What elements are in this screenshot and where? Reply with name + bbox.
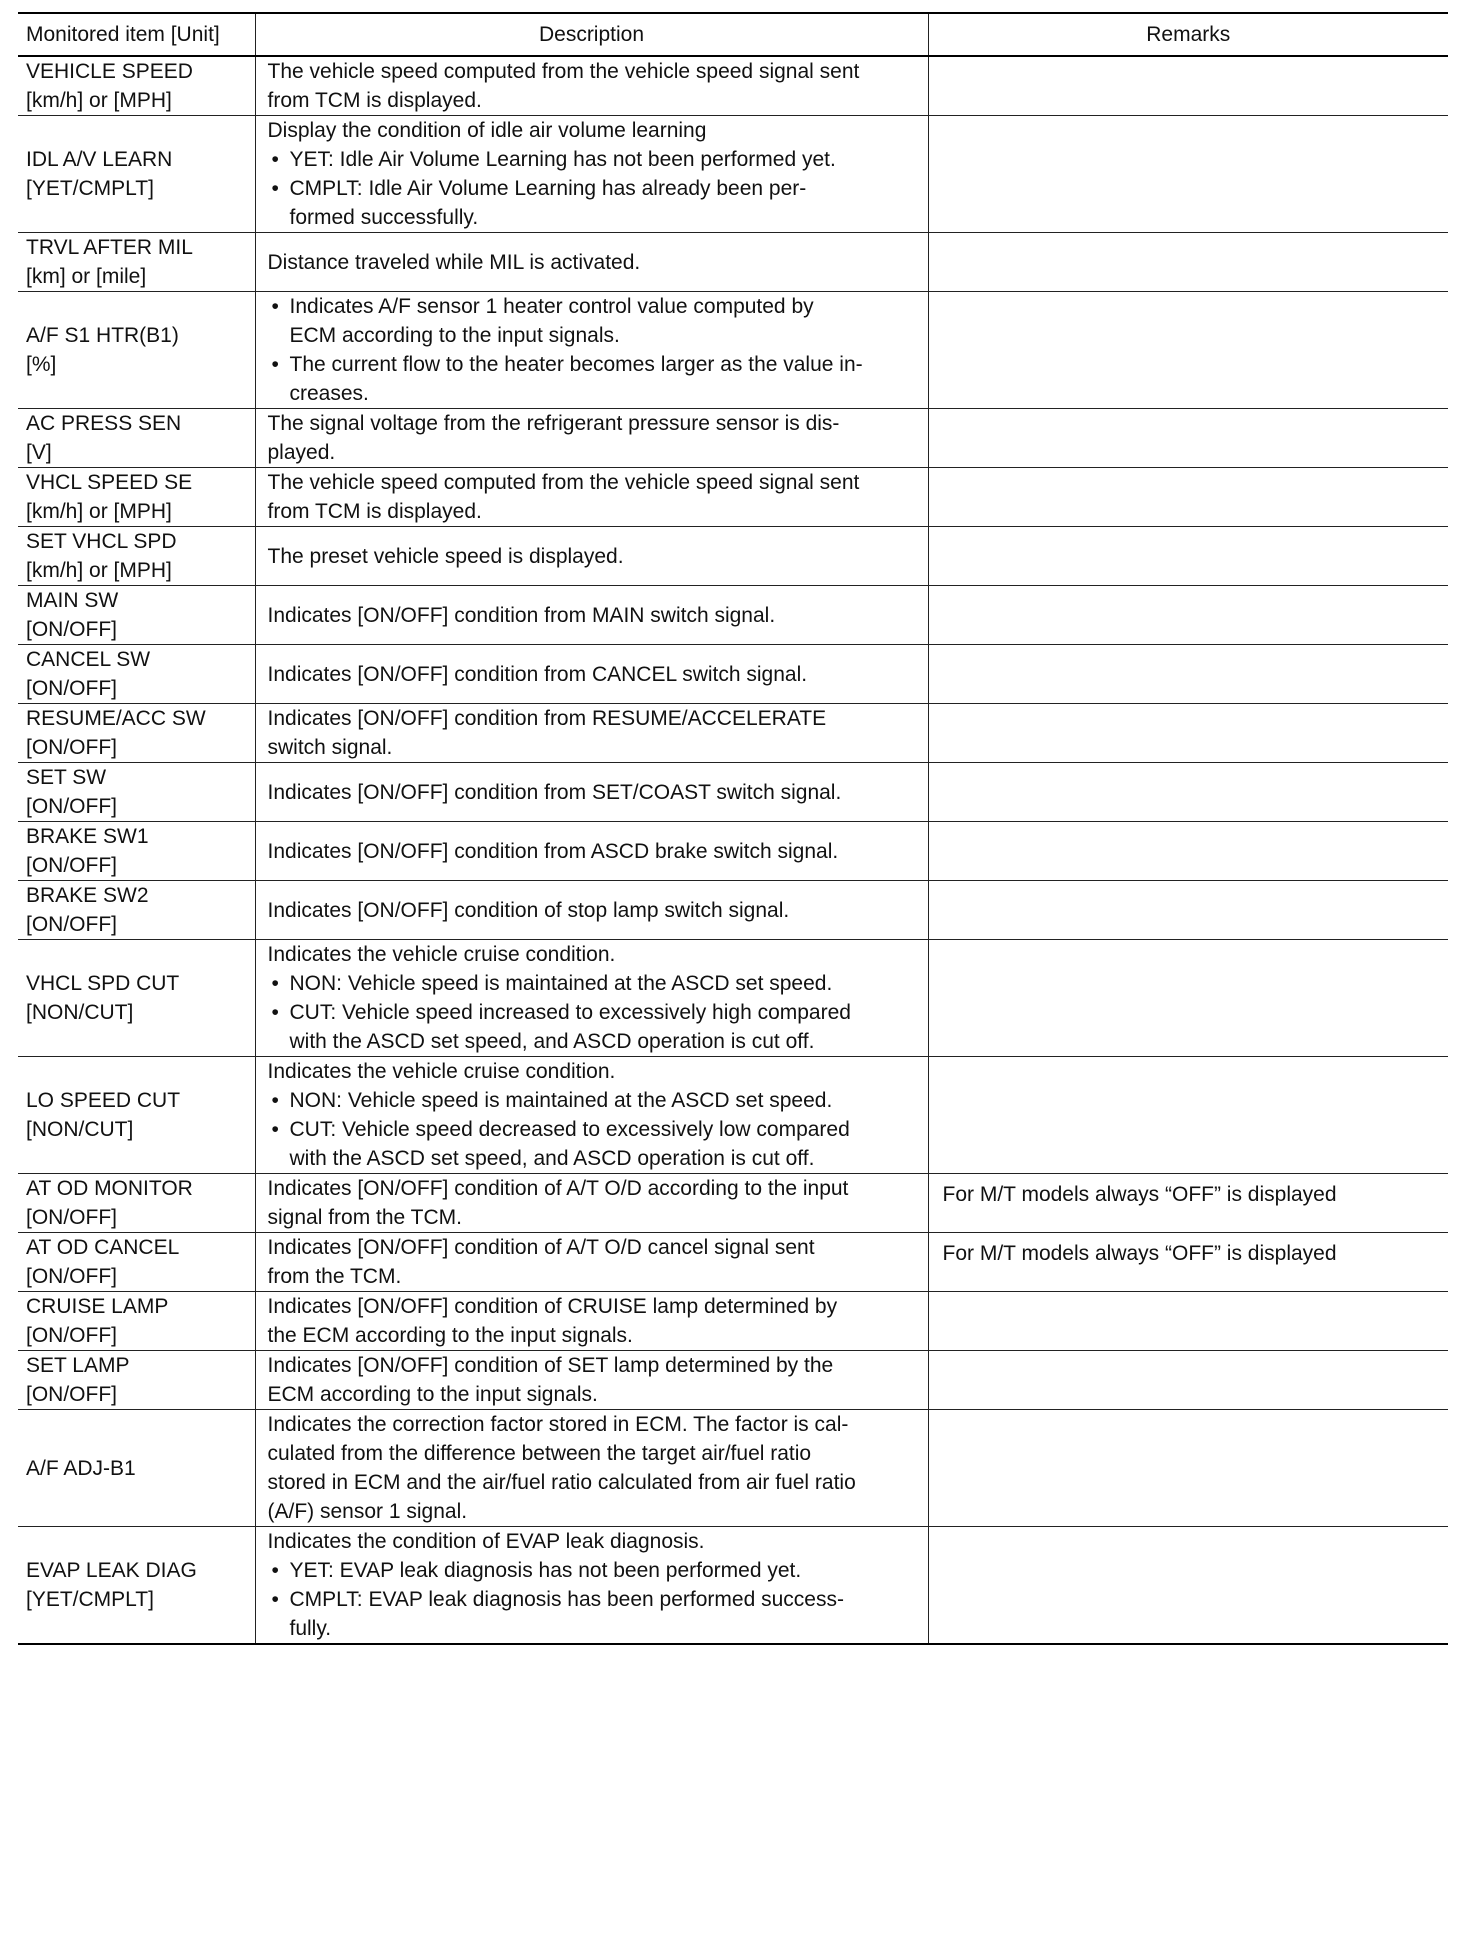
remarks-cell (928, 586, 1448, 645)
description-cell (255, 527, 928, 586)
monitored-item-cell (18, 468, 255, 527)
description-line: Indicates [ON/OFF] condition of A/T O/D according to the input (267, 1177, 849, 1200)
item-name: AT OD MONITOR (26, 1177, 193, 1200)
item-unit: [ON/OFF] (26, 677, 117, 700)
monitored-item-cell (18, 292, 255, 409)
item-name: MAIN SW (26, 589, 119, 612)
description-cell (255, 586, 928, 645)
item-unit: [km] or [mile] (26, 265, 147, 288)
remarks-cell (928, 1410, 1448, 1527)
monitored-item-cell (18, 1057, 255, 1174)
header-description: Description (255, 13, 928, 56)
table-row (18, 645, 1448, 704)
remarks-cell: For M/T models always “OFF” is displayed (928, 1174, 1448, 1233)
remarks-cell (928, 527, 1448, 586)
remarks-cell (928, 1351, 1448, 1410)
description-cell (255, 1527, 928, 1645)
description-line: Indicates the vehicle cruise condition. (267, 1060, 616, 1083)
table-row (18, 1233, 1448, 1292)
bullet-line: formed successfully. (289, 206, 479, 229)
description-line: Indicates [ON/OFF] condition from CANCEL switch signal. (267, 662, 808, 686)
item-name: VEHICLE SPEED (26, 60, 193, 83)
table-row (18, 704, 1448, 763)
monitored-item-cell (18, 233, 255, 292)
description-line: stored in ECM and the air/fuel ratio calculated from air fuel ratio (267, 1471, 856, 1494)
item-name: LO SPEED CUT (26, 1089, 181, 1112)
description-line: The signal voltage from the refrigerant pressure sensor is dis- (267, 412, 840, 435)
monitored-item-cell (18, 645, 255, 704)
remarks-cell (928, 1527, 1448, 1645)
description-cell (255, 881, 928, 940)
item-unit: [ON/OFF] (26, 1265, 117, 1288)
item-unit: [ON/OFF] (26, 913, 117, 936)
item-name: CANCEL SW (26, 648, 151, 671)
monitored-item-cell (18, 940, 255, 1057)
remarks-cell (928, 116, 1448, 233)
bullet-line: • CUT: Vehicle speed decreased to excessively low compared (289, 1118, 850, 1141)
bullet-line: • NON: Vehicle speed is maintained at the ASCD set speed. (289, 972, 833, 995)
description-bullet (268, 1086, 920, 1115)
bullet-line: • The current flow to the heater becomes larger as the value in- (289, 353, 863, 376)
table-row (18, 116, 1448, 233)
table-row (18, 1351, 1448, 1410)
remarks-cell (928, 940, 1448, 1057)
remarks-cell (928, 645, 1448, 704)
item-unit: [ON/OFF] (26, 736, 117, 759)
monitored-item-cell (18, 763, 255, 822)
monitored-item-cell (18, 1410, 255, 1527)
bullet-line: with the ASCD set speed, and ASCD operation is cut off. (289, 1147, 815, 1170)
description-bullet (268, 1556, 920, 1585)
monitored-item-cell (18, 527, 255, 586)
table-row (18, 1057, 1448, 1174)
item-name: VHCL SPEED SE (26, 471, 193, 494)
item-unit: [NON/CUT] (26, 1001, 134, 1024)
bullet-line: with the ASCD set speed, and ASCD operation is cut off. (289, 1030, 815, 1053)
table-row (18, 292, 1448, 409)
table-row (18, 468, 1448, 527)
description-cell (255, 1174, 928, 1233)
item-unit: [km/h] or [MPH] (26, 89, 172, 112)
table-row (18, 233, 1448, 292)
description-line: the ECM according to the input signals. (267, 1324, 633, 1347)
header-remarks: Remarks (928, 13, 1448, 56)
table-row (18, 1410, 1448, 1527)
item-unit: [V] (26, 441, 52, 464)
table-row (18, 409, 1448, 468)
description-line: from TCM is displayed. (267, 89, 482, 112)
item-unit: [ON/OFF] (26, 854, 117, 877)
description-line: Indicates [ON/OFF] condition from ASCD brake switch signal. (267, 839, 839, 863)
table-row (18, 940, 1448, 1057)
table-row (18, 1527, 1448, 1645)
description-line: ECM according to the input signals. (267, 1383, 598, 1406)
description-bullet (268, 1585, 920, 1643)
monitored-item-cell (18, 116, 255, 233)
item-name: TRVL AFTER MIL (26, 236, 193, 259)
description-cell (255, 233, 928, 292)
table-row (18, 881, 1448, 940)
description-line: Display the condition of idle air volume learning (267, 119, 707, 142)
description-line: switch signal. (267, 736, 393, 759)
description-line: Indicates [ON/OFF] condition of CRUISE lamp determined by (267, 1295, 838, 1318)
description-line: The preset vehicle speed is displayed. (267, 544, 624, 568)
table-row (18, 586, 1448, 645)
monitored-item-cell (18, 881, 255, 940)
monitored-item-cell (18, 1292, 255, 1351)
description-cell (255, 763, 928, 822)
description-line: Indicates [ON/OFF] condition from RESUME/ACCELERATE (267, 707, 827, 730)
description-cell (255, 468, 928, 527)
item-unit: [%] (26, 353, 57, 376)
item-name: CRUISE LAMP (26, 1295, 169, 1318)
item-name: AC PRESS SEN (26, 412, 182, 435)
monitored-item-cell (18, 704, 255, 763)
remarks-cell (928, 233, 1448, 292)
item-name: EVAP LEAK DIAG (26, 1559, 197, 1582)
remarks-cell (928, 468, 1448, 527)
monitored-items-table (18, 12, 1448, 1645)
item-name: IDL A/V LEARN (26, 148, 173, 171)
description-line: Indicates the condition of EVAP leak diagnosis. (267, 1530, 705, 1553)
table-row (18, 1174, 1448, 1233)
monitored-item-cell (18, 1351, 255, 1410)
monitored-item-cell (18, 1233, 255, 1292)
remarks-cell (928, 704, 1448, 763)
table-row (18, 56, 1448, 116)
table-row (18, 1292, 1448, 1351)
description-bullet (268, 292, 920, 350)
description-cell (255, 1410, 928, 1527)
description-cell (255, 1292, 928, 1351)
item-unit: [km/h] or [MPH] (26, 500, 172, 523)
item-unit: [km/h] or [MPH] (26, 559, 172, 582)
description-cell (255, 822, 928, 881)
bullet-line: • YET: Idle Air Volume Learning has not been performed yet. (289, 148, 836, 171)
description-line: signal from the TCM. (267, 1206, 463, 1229)
item-name: SET SW (26, 766, 107, 789)
monitored-item-cell (18, 822, 255, 881)
description-line: Indicates [ON/OFF] condition of A/T O/D cancel signal sent (267, 1236, 815, 1259)
bullet-line: • CMPLT: Idle Air Volume Learning has already been per- (289, 177, 807, 200)
table-row (18, 527, 1448, 586)
remarks-cell (928, 292, 1448, 409)
bullet-line: • YET: EVAP leak diagnosis has not been performed yet. (289, 1559, 802, 1582)
remarks-cell (928, 822, 1448, 881)
description-line: played. (267, 441, 336, 464)
bullet-line: creases. (289, 382, 369, 405)
item-unit: [YET/CMPLT] (26, 1588, 154, 1611)
item-unit: [YET/CMPLT] (26, 177, 154, 200)
description-bullet (268, 998, 920, 1056)
description-cell (255, 1233, 928, 1292)
description-line: (A/F) sensor 1 signal. (267, 1500, 468, 1523)
description-cell (255, 645, 928, 704)
description-bullet (268, 350, 920, 408)
bullet-line: ECM according to the input signals. (289, 324, 620, 347)
remarks-cell (928, 409, 1448, 468)
item-name: A/F S1 HTR(B1) (26, 324, 179, 347)
monitored-item-cell (18, 56, 255, 116)
description-line: Distance traveled while MIL is activated. (267, 250, 641, 274)
remarks-cell (928, 881, 1448, 940)
monitored-item-cell (18, 586, 255, 645)
description-bullet (268, 1115, 920, 1173)
table-row (18, 763, 1448, 822)
item-name: A/F ADJ-B1 (26, 1456, 136, 1480)
description-bullet (268, 174, 920, 232)
item-unit: [ON/OFF] (26, 618, 117, 641)
item-name: SET LAMP (26, 1354, 130, 1377)
monitored-item-cell (18, 1174, 255, 1233)
description-line: from TCM is displayed. (267, 500, 482, 523)
description-cell (255, 704, 928, 763)
item-name: BRAKE SW2 (26, 884, 149, 907)
description-bullet (268, 969, 920, 998)
monitored-item-cell (18, 409, 255, 468)
description-line: The vehicle speed computed from the vehicle speed signal sent (267, 471, 860, 494)
description-line: culated from the difference between the target air/fuel ratio (267, 1442, 812, 1465)
item-name: VHCL SPD CUT (26, 972, 180, 995)
description-line: Indicates the vehicle cruise condition. (267, 943, 616, 966)
table-body (18, 56, 1448, 1644)
table-header-row (18, 13, 1448, 56)
remarks-cell (928, 1292, 1448, 1351)
item-unit: [ON/OFF] (26, 795, 117, 818)
item-unit: [ON/OFF] (26, 1383, 117, 1406)
description-line: Indicates [ON/OFF] condition from SET/COAST switch signal. (267, 780, 842, 804)
description-bullet (268, 145, 920, 174)
bullet-line: • CMPLT: EVAP leak diagnosis has been performed success- (289, 1588, 844, 1611)
bullet-line: fully. (289, 1617, 332, 1640)
description-cell (255, 940, 928, 1057)
description-line: Indicates the correction factor stored in ECM. The factor is cal- (267, 1413, 849, 1436)
remarks-cell (928, 1057, 1448, 1174)
remarks-cell (928, 56, 1448, 116)
bullet-line: • CUT: Vehicle speed increased to excessively high compared (289, 1001, 851, 1024)
item-name: AT OD CANCEL (26, 1236, 180, 1259)
item-unit: [NON/CUT] (26, 1118, 134, 1141)
bullet-line: • Indicates A/F sensor 1 heater control value computed by (289, 295, 814, 318)
description-cell (255, 292, 928, 409)
description-line: Indicates [ON/OFF] condition of SET lamp determined by the (267, 1354, 834, 1377)
item-name: RESUME/ACC SW (26, 707, 206, 730)
description-cell (255, 56, 928, 116)
description-cell (255, 116, 928, 233)
header-monitored-item: Monitored item [Unit] (18, 13, 255, 56)
monitored-item-cell (18, 1527, 255, 1645)
description-line: from the TCM. (267, 1265, 402, 1288)
description-cell (255, 1057, 928, 1174)
item-unit: [ON/OFF] (26, 1324, 117, 1347)
remarks-cell (928, 763, 1448, 822)
bullet-line: • NON: Vehicle speed is maintained at the ASCD set speed. (289, 1089, 833, 1112)
item-unit: [ON/OFF] (26, 1206, 117, 1229)
description-line: Indicates [ON/OFF] condition from MAIN switch signal. (267, 603, 776, 627)
item-name: BRAKE SW1 (26, 825, 149, 848)
remarks-cell: For M/T models always “OFF” is displayed (928, 1233, 1448, 1292)
description-cell (255, 1351, 928, 1410)
description-cell (255, 409, 928, 468)
description-line: Indicates [ON/OFF] condition of stop lamp switch signal. (267, 898, 790, 922)
description-line: The vehicle speed computed from the vehicle speed signal sent (267, 60, 860, 83)
table-row (18, 822, 1448, 881)
item-name: SET VHCL SPD (26, 530, 177, 553)
